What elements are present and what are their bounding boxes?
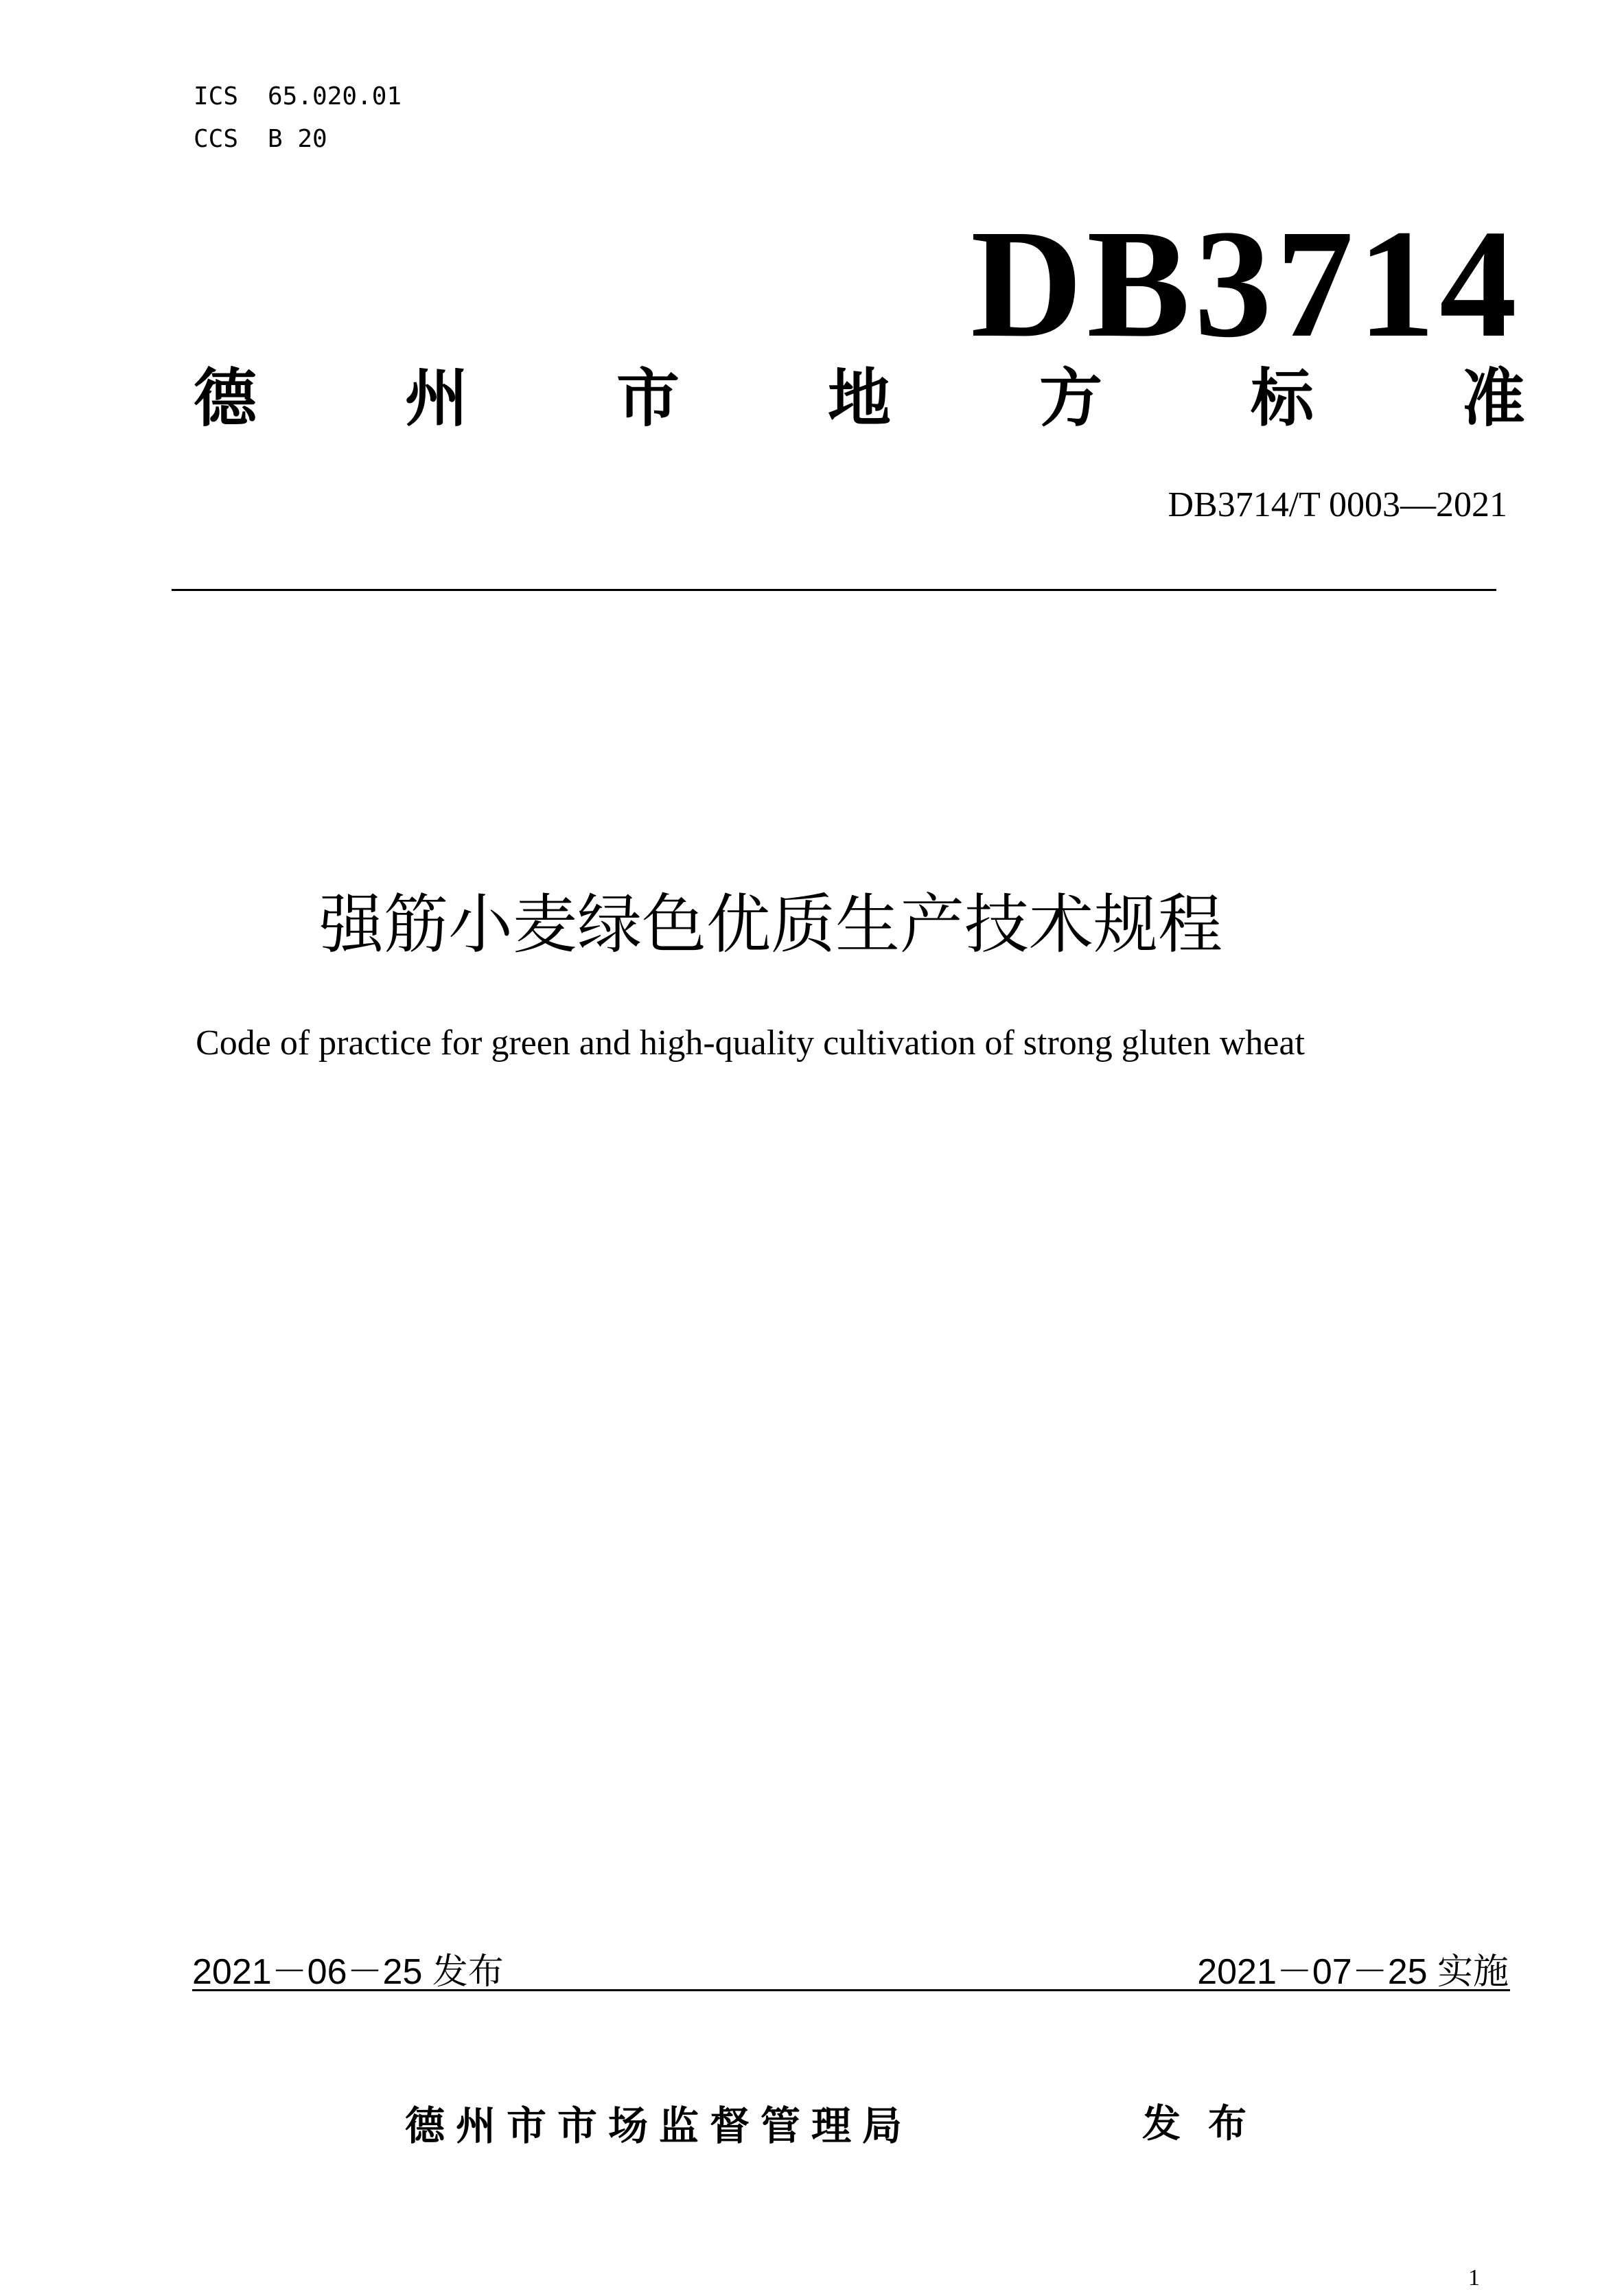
- title-chinese-text: 强筋小麦绿色优质生产技术规程: [318, 888, 1222, 962]
- footer-divider: [192, 1989, 1510, 1991]
- standard-type-char: 州: [404, 362, 468, 435]
- issue-label: 发布: [1142, 2102, 1274, 2146]
- standard-type-char: 地: [827, 362, 891, 435]
- ccs-code-line: [194, 125, 327, 153]
- ics-code-line: [194, 82, 402, 111]
- header-divider: [172, 589, 1496, 591]
- page-number: 1: [1468, 2265, 1480, 2291]
- standard-type-char: 方: [1039, 362, 1102, 435]
- standard-type-char: 德: [194, 362, 257, 435]
- ics-value: 65.020.01: [268, 82, 402, 111]
- ccs-label: CCS: [194, 125, 239, 153]
- ccs-value: B 20: [268, 125, 327, 153]
- standard-type-char: 市: [616, 362, 680, 435]
- ics-label: ICS: [194, 82, 239, 111]
- standard-number: DB3714/T 0003—2021: [1168, 485, 1507, 524]
- db-code-logo: DB3714: [971, 198, 1521, 369]
- standard-type-char: 准: [1461, 362, 1525, 435]
- issuing-authority: 德州市市场监督管理局: [405, 2102, 914, 2149]
- standard-type-heading: [194, 361, 1525, 437]
- document-title-chinese: [0, 884, 1624, 966]
- implementation-date: 2021－07－25 实施: [1197, 1952, 1509, 1992]
- issue-date: 2021－06－25 发布: [192, 1952, 504, 1992]
- document-title-english: [0, 1023, 1624, 1064]
- standard-type-char: 标: [1250, 362, 1314, 435]
- title-english-text: Code of practice for green and high-quality cultivation of strong gluten wheat: [196, 1023, 1305, 1063]
